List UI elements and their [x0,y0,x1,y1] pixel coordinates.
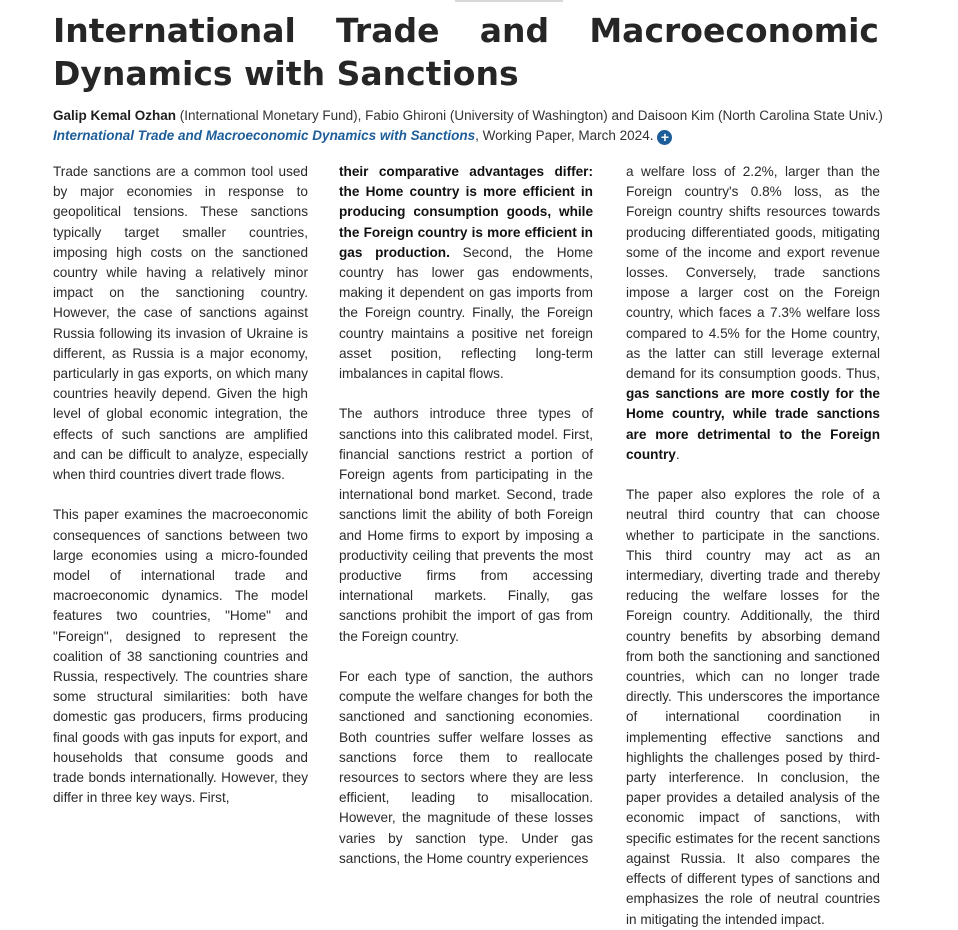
article-column-1 [53,162,308,808]
paragraph-model-continued: their comparative advantages differ: the Home country is more efficient in producing consumption goods, while the Foreign country is more efficient in gas production. Second, the Home country has lower gas endowments, making it dependent on gas imports from the Foreign country. Finally, the Foreign country maintains a positive net foreign asset position, reflecting long-term imbalances in capital flows. [339,164,593,382]
coauthors: Fabio Ghironi (University of Washington) and Daisoon Kim (North Carolina State Univ.) [365,108,883,123]
page-title: International Trade and Macroeconomic Dynamics with Sanctions [53,11,879,93]
paragraph-model-text: This paper examines the macroeconomic consequences of sanctions between two large economies using a micro-founded model of international trade and macroeconomic dynamics. The model features two countries, "Home" and "Foreign", designed to represent the coalition of 38 sanctioning countries and Russia, respectively. The countries share some structural similarities: both have domestic gas producers, firms producing final goods with gas inputs for export, and households that consume goods and trade bonds internationally. However, they differ in three key ways. First, [53,507,308,806]
paragraph-model [53,505,308,808]
paragraph-model-text-2: Second, the Home country has lower gas endowments, making it dependent on gas imports from the Foreign country. Finally, the Foreign country maintains a positive net foreign asset position, reflecting long-term imbalances in capital flows. [339,244,593,382]
article-column-2 [339,162,593,869]
citation-line [53,126,913,146]
paragraph-welfare [339,667,593,869]
expand-plus-icon[interactable]: + [657,130,672,145]
paragraph-sanction-types: The authors introduce three types of sanctions into this calibrated model. First, financial sanctions restrict a portion of Foreign agents from participating in the international bond market. Second, trade sanctions limit the ability of both Foreign and Home firms to export by imposing a productivity ceiling that prevents the most productive firms from accessing international markets. Finally, gas sanctions prohibit the import of gas from the Foreign country. [339,406,593,644]
paper-meta [53,106,913,146]
author-name: Galip Kemal Ozhan [53,108,177,123]
paragraph-welfare-end: . [675,446,680,462]
citation-details: , Working Paper, March 2024. [475,128,654,143]
paragraph-third-country: The paper also explores the role of a neutral third country that can choose whether to participate in the sanctions. This third country may act as an intermediary, diverting trade and thereby reducing the welfare losses for the Foreign country. Additionally, the third country benefits by absorbing demand from both the sanctioning and sanctioned countries, which can no longer trade directly. This underscores the importance of international coordination in implementing effective sanctions and highlights the challenges posed by third-party interference. In conclusion, the paper provides a detailed analysis of the economic impact of sanctions, with specific estimates for the recent sanctions against Russia. It also compares the effects of different types of sanctions and emphasizes the role of neutral countries in mitigating the intended impact. [626,487,880,927]
paper-link[interactable]: International Trade and Macroeconomic Dynamics with Sanctions [53,128,476,143]
top-divider [455,0,563,2]
article-column-3 [626,162,880,930]
paragraph-welfare-continued: a welfare loss of 2.2%, larger than the Foreign country's 0.8% loss, as the Foreign country shifts resources towards producing differentiated goods, mitigating some of the income and export revenue losses. Conversely, trade sanctions impose a larger cost on the Foreign country, which faces a 7.3% welfare loss compared to 4.5% for the Home country, as the latter can still leverage external demand for its consumption goods. Thus, gas sanctions are more costly for the Home country, while trade sanctions are more detrimental to the Foreign country. [626,164,880,462]
paragraph-welfare-text: For each type of sanction, the authors compute the welfare changes for both the sanctioned and sanctioning economies. Both countries suffer welfare losses as sanctions force them to reallocate resources to sectors where they are less efficient, leading to misallocation. However, the magnitude of these losses varies by sanction type. Under gas sanctions, the Home country experiences [339,669,593,866]
author-line [53,106,913,126]
author-affiliation: (International Monetary Fund), [176,108,366,123]
paragraph-welfare-emphasis: gas sanctions are more costly for the Home country, while trade sanctions are more detrimental to the Foreign country [626,386,880,462]
paragraph-intro: Trade sanctions are a common tool used by major economies in response to geopolitical tensions. These sanctions typically target smaller countries, imposing high costs on the sanctioned country while having a relatively minor impact on the sanctioning country. However, the case of sanctions against Russia following its invasion of Ukraine is different, as Russia is a major economy, particularly in gas exports, on which many countries heavily depend. Given the high level of global economic integration, the effects of such sanctions are amplified and can be difficult to analyze, especially when third countries divert trade flows. [53,164,308,483]
